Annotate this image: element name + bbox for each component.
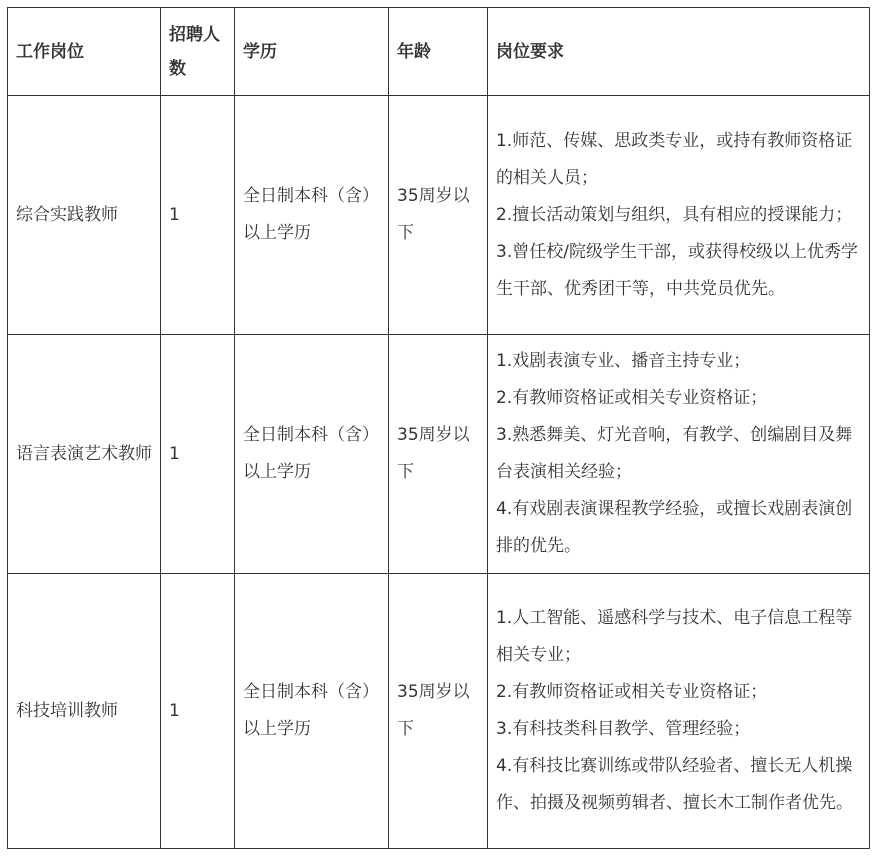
requirement-line: 2.有教师资格证或相关专业资格证； [496,388,768,408]
table-row [8,574,870,849]
cell-count: 1 [161,96,235,335]
requirement-line: 3.有科技类科目教学、管理经验； [496,719,751,739]
requirement-line: 3.熟悉舞美、灯光音响，有教学、创编剧目及舞台表演相关经验； [496,425,853,482]
cell-age: 35周岁以下 [389,96,488,335]
requirement-line: 1.戏剧表演专业、播音主持专业； [496,351,751,371]
cell-education: 全日制本科（含）以上学历 [235,96,389,335]
cell-age: 35周岁以下 [389,574,488,849]
job-requirements-table [7,7,870,849]
header-count: 招聘人数 [161,8,235,96]
cell-position: 科技培训教师 [8,574,161,849]
requirement-line: 4.有科技比赛训练或带队经验者、擅长无人机操作、拍摄及视频剪辑者、擅长木工制作者优先。 [496,756,853,813]
cell-requirements [488,96,870,335]
header-age: 年龄 [389,8,488,96]
cell-education: 全日制本科（含）以上学历 [235,574,389,849]
cell-age: 35周岁以下 [389,335,488,574]
requirement-line: 4.有戏剧表演课程教学经验，或擅长戏剧表演创排的优先。 [496,499,853,556]
requirement-line: 2.有教师资格证或相关专业资格证； [496,682,768,702]
cell-count: 1 [161,574,235,849]
requirement-line: 3.曾任校/院级学生干部，或获得校级以上优秀学生干部、优秀团干等，中共党员优先。 [496,241,858,299]
table-row [8,335,870,574]
cell-requirements [488,335,870,574]
header-position: 工作岗位 [8,8,161,96]
requirement-line: 1.人工智能、遥感科学与技术、电子信息工程等相关专业； [496,608,853,665]
header-requirements: 岗位要求 [488,8,870,96]
header-education: 学历 [235,8,389,96]
table-row [8,96,870,335]
requirement-line: 2.擅长活动策划与组织，具有相应的授课能力； [496,204,853,225]
cell-education: 全日制本科（含）以上学历 [235,335,389,574]
table-header-row [8,8,870,96]
cell-count: 1 [161,335,235,574]
cell-position: 综合实践教师 [8,96,161,335]
cell-position: 语言表演艺术教师 [8,335,161,574]
requirement-line: 1.师范、传媒、思政类专业，或持有教师资格证的相关人员； [496,130,853,188]
cell-requirements [488,574,870,849]
